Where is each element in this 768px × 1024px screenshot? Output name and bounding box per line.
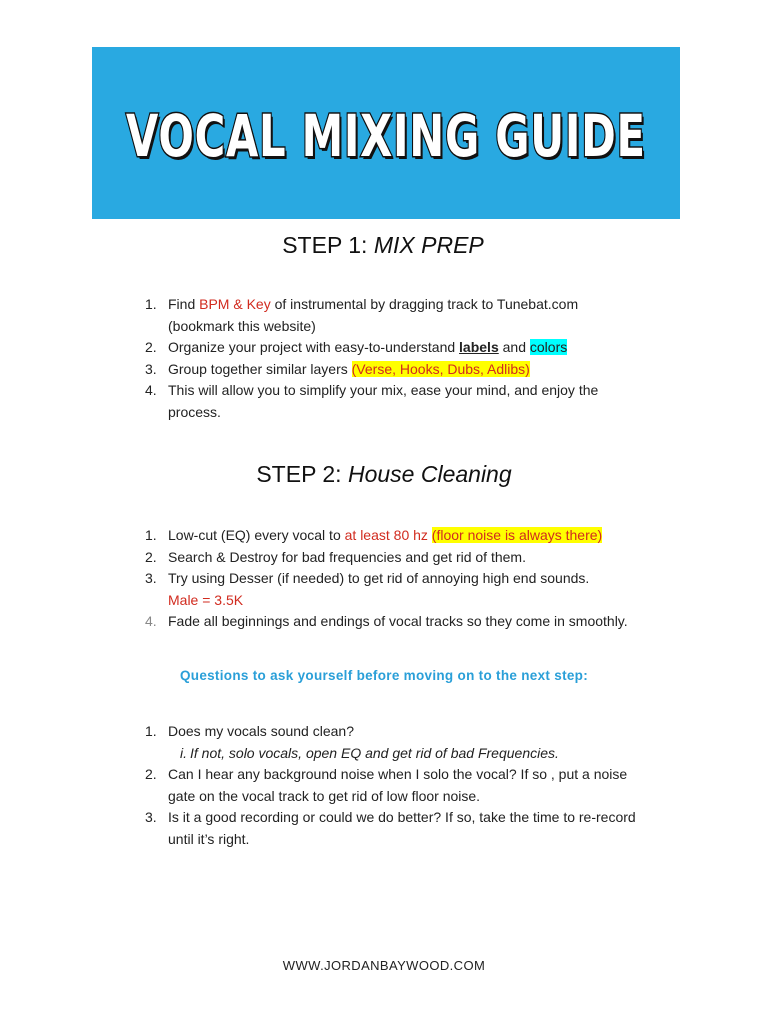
labels-emphasis: labels — [459, 339, 499, 355]
red-text: BPM & Key — [199, 296, 271, 312]
item-number: 3. — [145, 360, 157, 377]
item-number: 2. — [145, 548, 157, 565]
red-text: Male = 3.5K — [168, 591, 244, 608]
item-text: Can I hear any background noise when I solo the vocal? If so , put a noise — [168, 766, 628, 782]
step1-list — [145, 294, 645, 423]
item-number: 1. — [145, 723, 157, 739]
item-text: until it’s right. — [168, 830, 250, 847]
floor-noise-highlight: (floor noise is always there) — [431, 527, 603, 543]
item-text: Organize your project with easy-to-understand — [168, 339, 460, 355]
item-number: 3. — [145, 809, 157, 825]
step2-title: House Cleaning — [347, 461, 512, 487]
item-number: 2. — [145, 339, 157, 355]
list-item — [145, 294, 645, 337]
footer-url: WWW.JORDANBAYWOOD.COM — [282, 958, 486, 973]
item-number: 2. — [145, 766, 157, 782]
item-text: Does my vocals sound clean? — [168, 723, 354, 739]
item-number: 4. — [145, 613, 157, 629]
sub-item-number: i. — [180, 744, 187, 761]
questions-list — [145, 721, 685, 850]
list-item — [145, 721, 685, 743]
red-text: at least 80 hz — [344, 527, 428, 543]
list-item — [145, 611, 685, 633]
page-title: VOCAL MIXING GUIDE — [126, 102, 646, 170]
layers-highlight: (Verse, Hooks, Dubs, Adlibs) — [351, 360, 530, 377]
item-number: 1. — [145, 296, 157, 312]
step1-heading — [0, 232, 767, 259]
list-item — [145, 337, 645, 359]
list-item — [145, 568, 685, 611]
item-text: Group together similar layers — [168, 360, 352, 377]
title-banner — [92, 47, 680, 219]
item-text: of instrumental by dragging track to Tunebat.com — [270, 296, 579, 312]
item-number: 4. — [145, 382, 157, 398]
sub-list-item — [145, 743, 685, 765]
item-text: Is it a good recording or could we do better? If so, take the time to re-record — [168, 809, 636, 825]
list-item — [145, 380, 645, 423]
step2-heading — [0, 461, 768, 488]
item-number: 3. — [145, 570, 157, 586]
item-text: Search & Destroy for bad frequencies and get rid of them. — [168, 548, 526, 565]
item-text: (bookmark this website) — [168, 317, 316, 334]
questions-heading: Questions to ask yourself before moving on to the next step: — [179, 668, 589, 683]
item-text: and — [498, 339, 530, 355]
list-item — [145, 547, 685, 569]
colors-highlight: colors — [529, 339, 568, 355]
item-text: Low-cut (EQ) every vocal to — [168, 527, 345, 543]
item-text: Fade all beginnings and endings of vocal tracks so they come in smoothly. — [168, 613, 628, 629]
item-text: gate on the vocal track to get rid of low floor noise. — [168, 787, 481, 804]
step1-title: MIX PREP — [373, 232, 484, 258]
sub-item-text: If not, solo vocals, open EQ and get rid of bad Frequencies. — [190, 744, 559, 761]
item-text: process. — [168, 403, 221, 420]
item-text: Find — [168, 296, 200, 312]
list-item — [145, 807, 685, 850]
item-number: 1. — [145, 527, 157, 543]
list-item — [145, 764, 685, 807]
item-text: Try using Desser (if needed) to get rid of annoying high end sounds. — [168, 570, 590, 586]
list-item — [145, 359, 645, 381]
step2-list — [145, 525, 685, 633]
item-text: This will allow you to simplify your mix, ease your mind, and enjoy the — [168, 382, 599, 398]
step1-prefix: STEP 1: — [282, 232, 374, 258]
list-item — [145, 525, 685, 547]
step2-prefix: STEP 2: — [256, 461, 348, 487]
